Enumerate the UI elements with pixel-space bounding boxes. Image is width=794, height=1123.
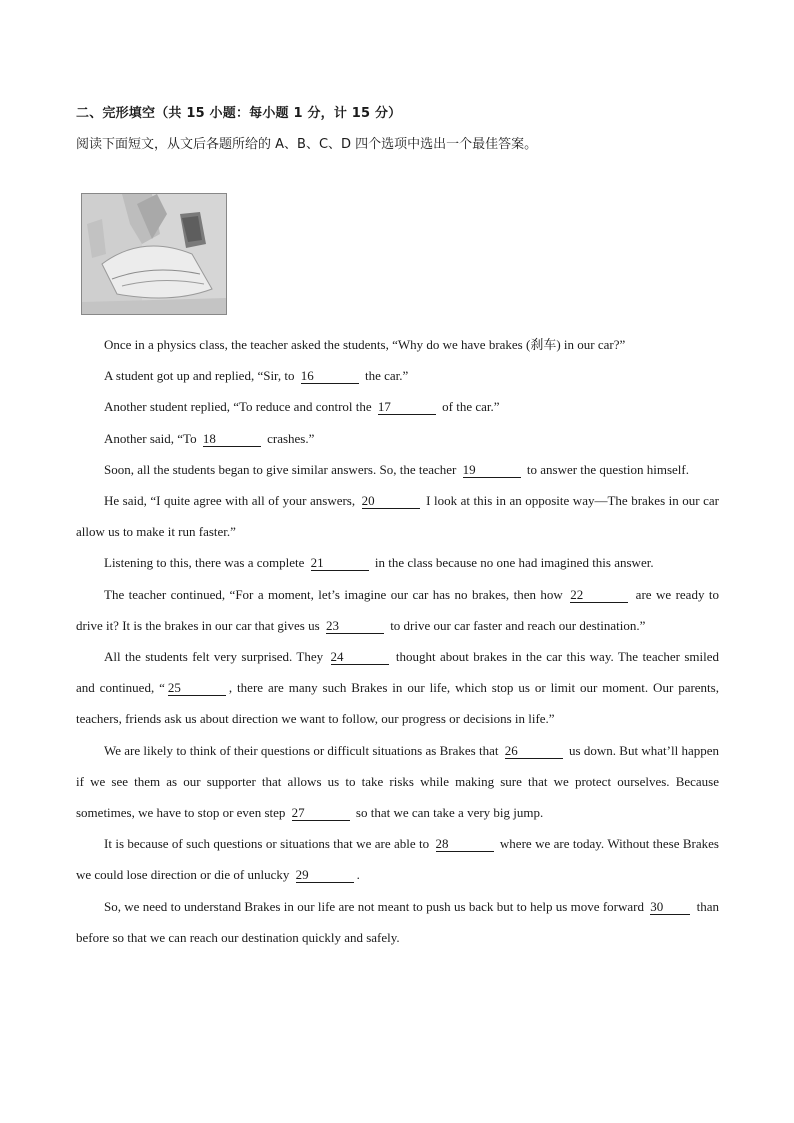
paragraph-9 [76,641,719,735]
blank-16: 16 [301,369,359,384]
blank-18: 18 [203,432,261,447]
paragraph-text: to answer the question himself. [523,461,689,477]
paragraph-text: are we ready to drive it? It is the brakes in our car that gives us [76,586,719,633]
brake-pedal-photo [81,193,227,315]
paragraph-1 [76,329,719,360]
paragraph-8 [76,579,719,641]
paragraph-text: Another said, “To [104,430,200,446]
paragraph-text: The teacher continued, “For a moment, let’s imagine our car has no brakes, then how [104,586,568,602]
blank-19: 19 [463,463,521,478]
blank-24: 24 [331,650,389,665]
paragraph-text: So, we need to understand Brakes in our life are not meant to push us back but to help us move forward [104,898,648,914]
paragraph-text: He said, “I quite agree with all of your answers, [104,493,359,509]
paragraph-text: , there are many such Brakes in our life, which stop us or limit our moment. Our parents, teachers, friends ask us about direction we want to follow, our progress or decisions in life.” [76,680,719,727]
paragraph-text: A student got up and replied, “Sir, to [104,368,298,384]
blank-29: 29 [296,868,354,883]
paragraph-text: us down. But what’ll happen if we see them as our supporter that allows us to take risks while making sure that we protect ourselves. Because sometimes, we have to stop or even step [76,742,719,821]
paragraph-6 [76,485,719,547]
paragraph-text: in the class because no one had imagined this answer. [371,555,654,571]
paragraph-text: All the students felt very surprised. They [104,649,328,665]
blank-23: 23 [326,619,384,634]
paragraph-text: than before so that we can reach our destination quickly and safely. [76,898,719,945]
section-title: 二、完形填空（共 15 小题：每小题 1 分，计 15 分） [76,106,402,121]
blank-27: 27 [292,806,350,821]
paragraph-text: of the car.” [438,399,500,415]
paragraph-5 [76,454,719,485]
blank-30: 30 [650,900,690,915]
paragraph-10 [76,735,719,829]
paragraph-4 [76,423,719,454]
paragraph-text: Soon, all the students began to give similar answers. So, the teacher [104,461,460,477]
paragraph-3 [76,391,719,422]
paragraph-2 [76,360,719,391]
paragraph-text: I look at this in an opposite way—The brakes in our car allow us to make it run faster.” [76,493,719,540]
paragraph-text: It is because of such questions or situations that we are able to [104,836,433,852]
paragraph-text: where we are today. Without these Brakes we could lose direction or die of unlucky [76,836,719,883]
paragraph-text: Once in a physics class, the teacher asked the students, “Why do we have brakes (刹车) in our car?” [104,337,626,352]
blank-17: 17 [378,400,436,415]
paragraph-12 [76,891,719,953]
blank-26: 26 [505,744,563,759]
paragraph-text: We are likely to think of their questions or difficult situations as Brakes that [104,742,502,758]
paragraph-text: the car.” [361,368,409,384]
paragraph-text: . [356,867,360,883]
paragraph-text: so that we can take a very big jump. [352,805,544,821]
passage [76,329,719,953]
paragraph-text: Listening to this, there was a complete [104,555,308,571]
paragraph-7 [76,547,719,578]
brake-pedal-icon [82,194,226,314]
paragraph-text: to drive our car faster and reach our destination.” [386,617,646,633]
blank-25: 25 [168,681,226,696]
blank-28: 28 [436,837,494,852]
paragraph-11 [76,828,719,890]
instructions: 阅读下面短文，从文后各题所给的 A、B、C、D 四个选项中选出一个最佳答案。 [76,137,538,152]
paragraph-text: thought about brakes in the car this way. The teacher smiled and continued, “ [76,649,719,696]
blank-21: 21 [311,556,369,571]
paragraph-text: Another student replied, “To reduce and control the [104,399,375,415]
blank-22: 22 [570,588,628,603]
blank-20: 20 [362,494,420,509]
paragraph-text: crashes.” [263,430,315,446]
